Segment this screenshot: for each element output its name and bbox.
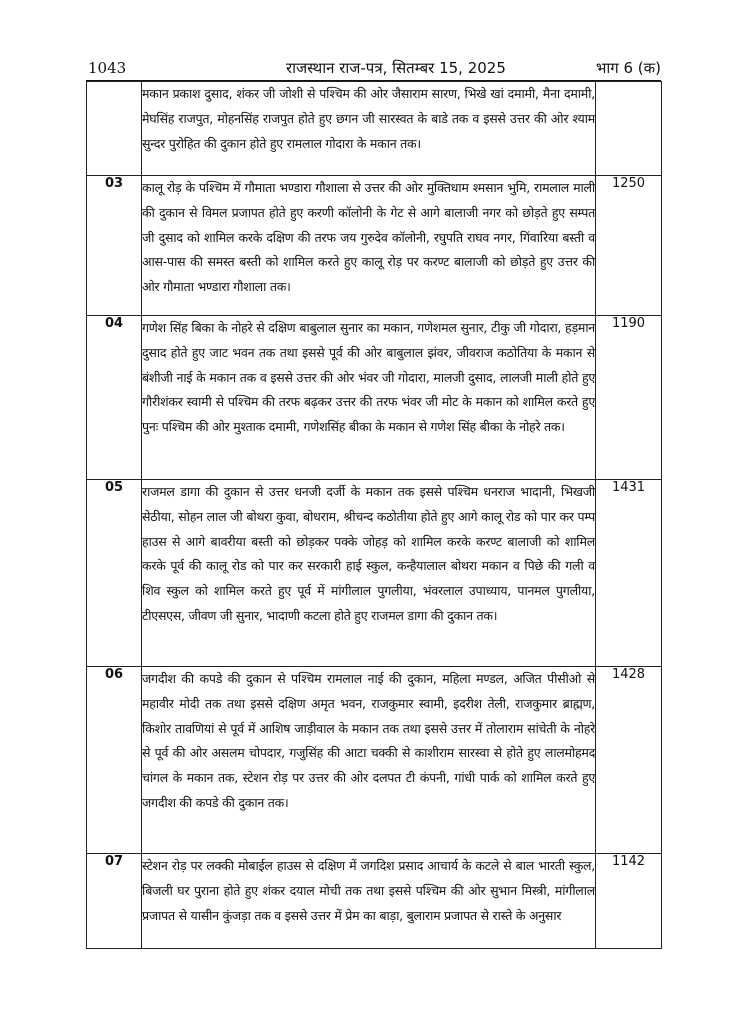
ward-boundary-description: स्टेशन रोड़ पर लक्की मोबाईल हाउस से दक्षिण में जगदिश प्रसाद आचार्य के कटले से बाल भारती स्कुल, बिजली घर पुराना होते हुए शंकर दयाल मोची तक तथा इससे पश्चिम की ओर सुभान मिस्त्री, मांगीलाल प्रजापत से यासीन कुंजड़ा तक व इससे उत्तर में प्रेम का बाड़ा, बुलाराम प्रजापत से रास्ते के अनुसार	[142, 854, 596, 949]
ward-number: 07	[87, 854, 142, 949]
ward-population: 1250	[596, 176, 662, 316]
ward-boundary-description: मकान प्रकाश दुसाद, शंकर जी जोशी से पश्चिम की ओर जैसाराम सारण, भिखे खां दमामी, मैना दमामी, मेघसिंह राजपुत, मोहनसिंह राजपुत होते हुए छगन जी सारस्वत के बाडे तक व इससे उत्तर की ओर श्याम सुन्दर पुरोहित की दुकान होते हुए रामलाल गोदारा के मकान तक।	[142, 82, 596, 176]
ward-boundary-description: राजमल डागा की दुकान से उत्तर धनजी दर्जी के मकान तक इससे पश्चिम धनराज भादानी, भिखजी सेठीया, सोहन लाल जी बोथरा कुवा, बोधराम, श्रीचन्द कठोतीया होते हुए आगे कालू रोड को पार कर पम्प हाउस से आगे बावरीया बस्ती को छोड़कर पक्के जोहड़ को शामिल करके करण्ट बालाजी को शामिल करके पूर्व की कालू रोड को पार कर सरकारी हाई स्कुल, कन्हैयालाल बोथरा मकान व पिछे की गली व शिव स्कुल को शामिल करते हुए पूर्व में मांगीलाल पुगलीया, भंवरलाल उपाध्याय, पानमल पुगलीया, टीएसएस, जीवण जी सुनार, भादाणी कटला होते हुए राजमल डागा की दुकान तक।	[142, 480, 596, 667]
ward-boundary-table	[86, 81, 662, 949]
page-number: 1043	[88, 59, 127, 77]
table-row	[87, 176, 662, 316]
table-row	[87, 854, 662, 949]
ward-number: 03	[87, 176, 142, 316]
ward-population: 1428	[596, 667, 662, 854]
ward-boundary-description: कालू रोड़ के पश्चिम में गौमाता भण्डारा गौशाला से उत्तर की ओर मुक्तिधाम श्मसान भुमि, रामलाल माली की दुकान से विमल प्रजापत होते हुए करणी कॉलोनी के गेट से आगे बालाजी नगर को छोड़ते हुए सम्पत जी दुसाद को शामिल करके दक्षिण की तरफ जय गुरुदेव कॉलोनी, रघुपति राघव नगर, गिंवारिया बस्ती व आस-पास की समस्त बस्ती को शामिल करते हुए कालू रोड़ पर करण्ट बालाजी को छोड़ते हुए उत्तर की ओर गौमाता भण्डारा गौशाला तक।	[142, 176, 596, 316]
ward-number: 05	[87, 480, 142, 667]
ward-number: 04	[87, 316, 142, 480]
ward-boundary-description: जगदीश की कपडे की दुकान से पश्चिम रामलाल नाई की दुकान, महिला मण्डल, अजित पीसीओ से महावीर मोदी तक तथा इससे दक्षिण अमृत भवन, राजकुमार स्वामी, इदरीश तेली, राजकुमार ब्राह्मण, किशोर तावणियां से पूर्व में आशिष जाड़ीवाल के मकान तक तथा इससे उत्तर में तोलाराम सांचेती के नोहरे से पूर्व की ओर असलम चोपदार, गजुसिंह की आटा चक्की से काशीराम सारस्वा से होते हुए लालमोहमद चांगल के मकान तक, स्टेशन रोड़ पर उत्तर की ओर दलपत टी कंपनी, गांधी पार्क को शामिल करते हुए जगदीश की कपडे की दुकान तक।	[142, 667, 596, 854]
ward-number: 06	[87, 667, 142, 854]
ward-population: 1142	[596, 854, 662, 949]
table-row	[87, 82, 662, 176]
ward-population: 1190	[596, 316, 662, 480]
ward-population: 1431	[596, 480, 662, 667]
ward-number	[87, 82, 142, 176]
gazette-title: राजस्थान राज-पत्र, सितम्बर 15, 2025	[286, 59, 506, 77]
ward-population	[596, 82, 662, 176]
table-row	[87, 480, 662, 667]
gazette-part: भाग 6 (क)	[595, 59, 661, 77]
table-row	[87, 667, 662, 854]
ward-boundary-description: गणेश सिंह बिका के नोहरे से दक्षिण बाबुलाल सुनार का मकान, गणेशमल सुनार, टीकु जी गोदारा, हड़मान दुसाद होते हुए जाट भवन तक तथा इससे पूर्व की ओर बाबुलाल झंवर, जीवराज कठोतिया के मकान से बंशीजी नाई के मकान तक व इससे उत्तर की ओर भंवर जी गोदारा, मालजी दुसाद, लालजी माली होते हुए गौरीशंकर स्वामी से पश्चिम की तरफ बढ़कर उत्तर की तरफ भंवर जी मोट के मकान को शामिल करते हुए पुनः पश्चिम की ओर मुश्ताक दमामी, गणेशसिंह बीका के मकान से गणेश सिंह बीका के नोहरे तक।	[142, 316, 596, 480]
table-row	[87, 316, 662, 480]
page-header	[86, 58, 661, 81]
